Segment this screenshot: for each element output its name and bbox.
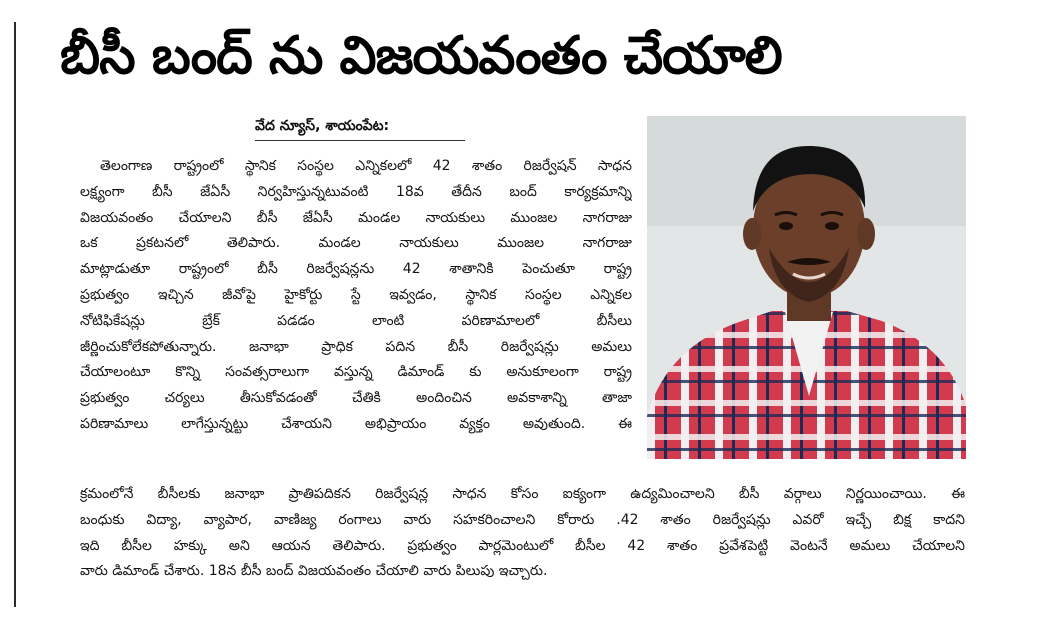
body-line: బంధుకు విద్యా, వ్యాపార, వాణిజ్య రంగాలు వారు సహకరించాలని కోరారు .42 శాతం రిజర్వేషన్లు ఎవరో ఇచ్చే బిక్ష కాదని — [80, 511, 965, 528]
body-line: పరిణామాలు లాగేస్తున్నట్టు చేశాయని అభిప్రాయం వ్యక్తం అవుతుంది. ఈ — [80, 415, 632, 432]
body-line: ప్రభుత్వం ఇచ్చిన జీవోపై హైకోర్టు స్టే ఇవ్వడం, స్థానిక సంస్థల ఎన్నికల — [80, 286, 632, 303]
article-byline: వేద న్యూస్, శాయంపేట: — [255, 118, 390, 134]
body-line: విజయవంతం చేయాలని బీసీ జేఏసీ మండల నాయకులు ముంజల నాగరాజు — [80, 209, 632, 226]
article-headline: బీసీ బంద్ ను విజయవంతం చేయాలి — [60, 26, 782, 86]
body-line: ఇది బీసీల హక్కు అని ఆయన తెలిపారు. ప్రభుత్వం పార్లమెంటులో బీసీల 42 శాతం ప్రవేశపెట్టి వెంటనే అమలు చేయాలని — [80, 537, 965, 554]
body-line: ఒక ప్రకటనలో తెలిపారు. మండల నాయకులు ముంజల నాగరాజు — [80, 235, 632, 252]
body-line: క్రమంలోనే బీసీలకు జనాభా ప్రాతిపదికన రిజర్వేషన్ల సాధన కోసం ఐక్యంగా ఉద్యమించాలని బీసీ వర్గాలు నిర్ణయించాయి. ఈ — [80, 486, 965, 502]
column-divider-rule — [14, 22, 16, 607]
body-line: తెలంగాణ రాష్ట్రంలో స్థానిక సంస్థల ఎన్నికలలో 42 శాతం రిజర్వేషన్ సాధన — [100, 158, 632, 174]
byline-underline — [255, 140, 465, 141]
person-portrait-icon — [647, 116, 966, 459]
body-line: ప్రభుత్వం చర్యలు తీసుకోవడంతో చేతికి అందించిన అవకాశాన్ని తాజా — [80, 390, 632, 407]
body-line: చేయాలంటూ కొన్ని సంవత్సరాలుగా వస్తున్న డిమాండ్ కు అనుకూలంగా రాష్ట్ర — [80, 364, 632, 381]
body-line: నోటిఫికేషన్లు బ్రేక్ పడడం లాంటి పరిణామాలలో బీసీలు — [80, 312, 632, 329]
reporter-photo — [647, 116, 966, 459]
article-body-column — [80, 154, 632, 438]
article-body-full-width — [80, 482, 965, 585]
body-line: వారు డిమాండ్ చేశారు. 18న బీసీ బంద్ విజయవంతం చేయాలి వారు పిలుపు ఇచ్చారు. — [80, 563, 548, 580]
body-line: మాట్లాడుతూ రాష్ట్రంలో బీసీ రిజర్వేషన్లను 42 శాతానికి పెంచుతూ రాష్ట్ర — [80, 261, 632, 278]
body-line: లక్ష్యంగా బీసీ జేఏసీ నిర్వహిస్తున్నటువంటి 18వ తేదీన బంద్ కార్యక్రమాన్ని — [80, 183, 632, 200]
body-line: జీర్ణించుకోలేకపోతున్నారు. జనాభా ప్రాధిక పదిన బీసీ రిజర్వేషన్లు అమలు — [80, 338, 632, 355]
